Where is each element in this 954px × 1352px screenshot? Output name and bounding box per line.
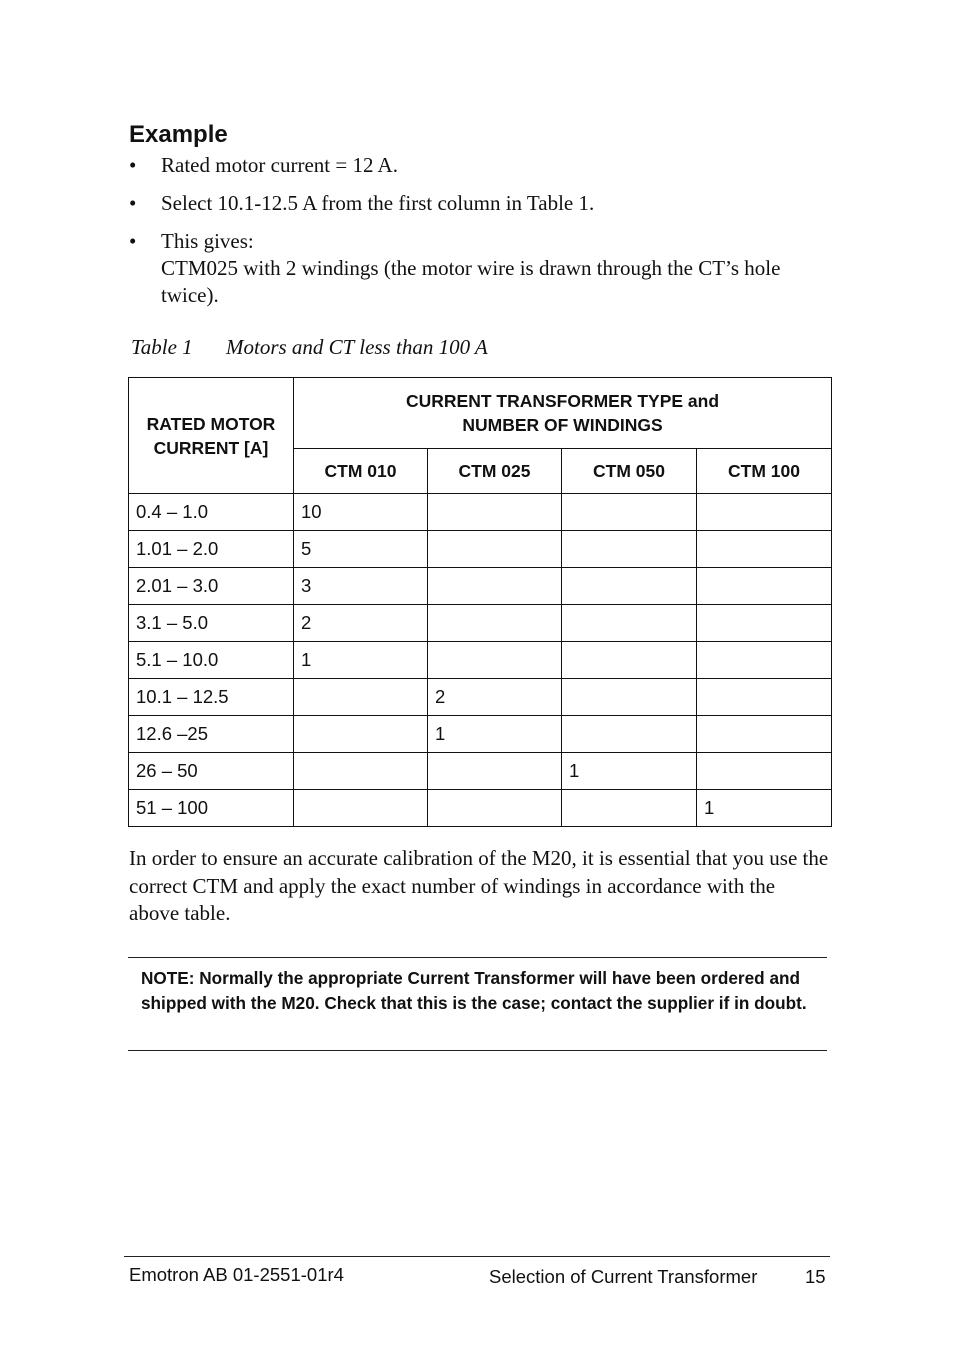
column-header: CTM 100 [697, 449, 832, 494]
section-heading: Example [129, 121, 228, 148]
bullet-marker: • [129, 229, 137, 253]
range-cell: 12.6 –25 [129, 716, 294, 753]
footer-document-id: Emotron AB 01-2551-01r4 [129, 1264, 344, 1285]
table-row [129, 716, 832, 753]
windings-cell [697, 605, 832, 642]
windings-cell [294, 790, 428, 827]
range-cell: 10.1 – 12.5 [129, 679, 294, 716]
windings-cell [294, 716, 428, 753]
windings-cell [562, 605, 697, 642]
note-box [128, 957, 827, 1051]
note-text: NOTE: Normally the appropriate Current Transformer will have been ordered and shipped with the M20. Check that this is the case; contact the supplier if in doubt. [141, 968, 807, 1013]
windings-cell [428, 531, 562, 568]
windings-cell [562, 494, 697, 531]
windings-cell: 2 [428, 679, 562, 716]
range-cell: 0.4 – 1.0 [129, 494, 294, 531]
table-row [129, 790, 832, 827]
bullet-item [129, 228, 829, 309]
table-caption [131, 335, 488, 360]
table-caption-number: Table 1 [131, 335, 193, 359]
windings-cell [562, 679, 697, 716]
table-row [129, 642, 832, 679]
windings-cell [428, 605, 562, 642]
footer-page-number: 15 [805, 1266, 826, 1287]
column-header: CTM 010 [294, 449, 428, 494]
windings-cell [428, 494, 562, 531]
bullet-item [129, 152, 829, 179]
range-cell: 5.1 – 10.0 [129, 642, 294, 679]
windings-cell: 5 [294, 531, 428, 568]
windings-cell [428, 753, 562, 790]
windings-cell: 1 [562, 753, 697, 790]
table-row [129, 753, 832, 790]
windings-cell [697, 494, 832, 531]
windings-cell: 2 [294, 605, 428, 642]
table-row [129, 679, 832, 716]
range-cell: 2.01 – 3.0 [129, 568, 294, 605]
bullet-text: Select 10.1-12.5 A from the first column in Table 1. [161, 191, 595, 215]
table-row [129, 605, 832, 642]
bullet-text: Rated motor current = 12 A. [161, 153, 398, 177]
motor-ct-table [128, 377, 832, 827]
column-header: CTM 050 [562, 449, 697, 494]
windings-cell [294, 679, 428, 716]
windings-cell [697, 531, 832, 568]
windings-cell: 1 [294, 642, 428, 679]
range-cell: 26 – 50 [129, 753, 294, 790]
bullet-marker: • [129, 153, 137, 177]
windings-cell [697, 568, 832, 605]
windings-cell [294, 753, 428, 790]
calibration-paragraph: In order to ensure an accurate calibration of the M20, it is essential that you use the correct CTM and apply the exact number of windings in accordance with the above table. [129, 846, 829, 925]
windings-cell [428, 790, 562, 827]
windings-cell: 1 [697, 790, 832, 827]
windings-cell [697, 753, 832, 790]
bullet-marker: • [129, 191, 137, 215]
example-bullet-list [129, 152, 829, 320]
windings-cell: 10 [294, 494, 428, 531]
range-cell: 3.1 – 5.0 [129, 605, 294, 642]
bullet-continuation: CTM025 with 2 windings (the motor wire is drawn through the CT’s hole twice). [161, 256, 781, 307]
bullet-item [129, 190, 829, 217]
table-row [129, 568, 832, 605]
range-cell: 51 – 100 [129, 790, 294, 827]
windings-cell: 1 [428, 716, 562, 753]
bullet-text: This gives: [161, 229, 254, 253]
windings-cell [562, 568, 697, 605]
windings-cell [697, 642, 832, 679]
table-row [129, 494, 832, 531]
table-caption-title: Motors and CT less than 100 A [226, 335, 488, 359]
range-cell: 1.01 – 2.0 [129, 531, 294, 568]
windings-cell [562, 642, 697, 679]
header-group-text: CURRENT TRANSFORMER TYPE and NUMBER OF WINDINGS [405, 391, 720, 435]
header-current-transformer-type [294, 378, 832, 449]
header-rated-motor-current: RATED MOTOR CURRENT [A] [129, 378, 294, 494]
column-header: CTM 025 [428, 449, 562, 494]
windings-cell [428, 642, 562, 679]
windings-cell [562, 790, 697, 827]
footer-divider [124, 1256, 830, 1257]
table-row [129, 531, 832, 568]
footer-section-title: Selection of Current Transformer [489, 1266, 758, 1287]
windings-cell: 3 [294, 568, 428, 605]
windings-cell [562, 716, 697, 753]
windings-cell [697, 716, 832, 753]
windings-cell [428, 568, 562, 605]
windings-cell [562, 531, 697, 568]
windings-cell [697, 679, 832, 716]
